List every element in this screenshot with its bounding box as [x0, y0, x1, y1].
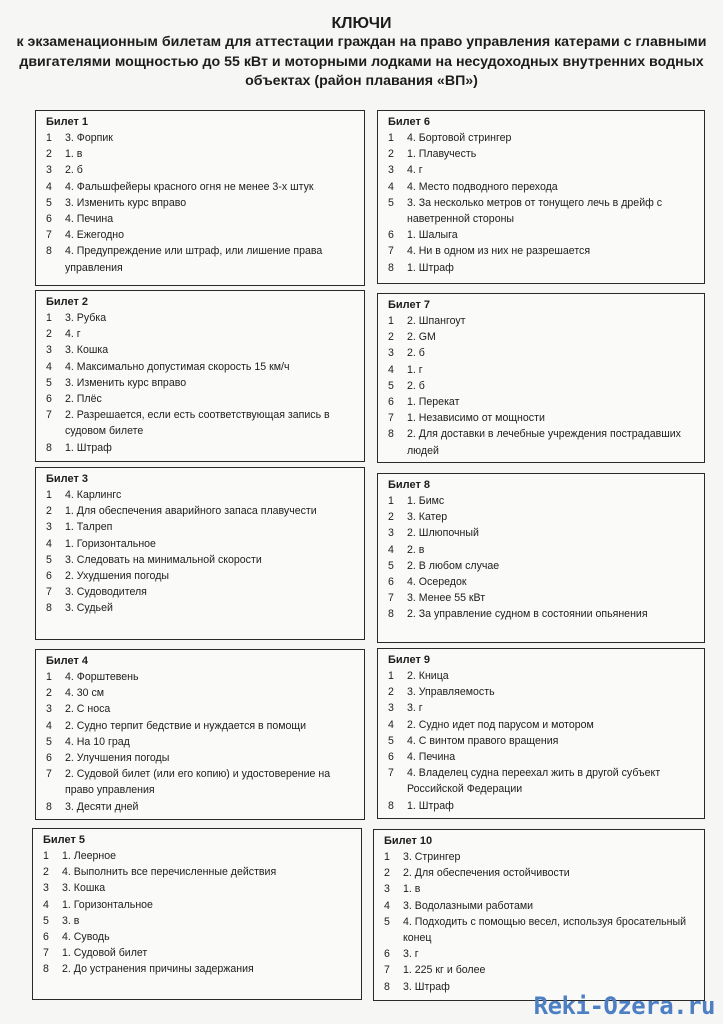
- answer-row: [388, 798, 696, 814]
- answer-row: [43, 913, 353, 929]
- answer-text: 3. Катер: [407, 511, 448, 524]
- answer-text: 2. Судно идет под парусом и мотором: [407, 718, 594, 731]
- question-number: 1: [46, 132, 52, 144]
- answer-row: [46, 519, 356, 535]
- answer-row: [388, 227, 696, 243]
- answer-text: 2. До устранения причины задержания: [62, 963, 254, 976]
- ticket-title: Билет 4: [46, 655, 89, 667]
- question-number: 2: [388, 331, 394, 344]
- question-number: 5: [388, 196, 394, 209]
- question-number: 1: [46, 671, 52, 683]
- answer-text: 1. в: [403, 883, 421, 896]
- answer-row: [46, 211, 356, 227]
- answer-row: [388, 195, 696, 227]
- answer-row: [46, 503, 356, 519]
- question-number: 3: [46, 164, 52, 177]
- question-number: 2: [46, 505, 52, 518]
- answer-text: 2. б: [407, 347, 425, 360]
- answer-row: [46, 440, 356, 456]
- question-number: 7: [388, 767, 394, 780]
- answer-text: 4. Предупреждение или штраф, или лишение права управления: [65, 245, 323, 274]
- answer-row: [46, 391, 356, 407]
- question-number: 5: [46, 376, 52, 389]
- answer-text: 2. С носа: [65, 703, 111, 716]
- question-number: 3: [388, 164, 394, 177]
- question-number: 5: [46, 196, 52, 209]
- question-number: 4: [384, 899, 390, 912]
- answer-row: [388, 243, 696, 259]
- ticket-card: [377, 110, 705, 284]
- answer-row: [388, 394, 696, 410]
- answer-text: 1. Независимо от мощности: [407, 412, 545, 425]
- answer-row: [388, 606, 696, 622]
- question-number: 8: [388, 261, 394, 274]
- question-number: 4: [388, 543, 394, 556]
- question-number: 8: [388, 608, 394, 621]
- answer-text: 1. 225 кг и более: [403, 964, 486, 977]
- answer-row: [46, 799, 356, 815]
- question-number: 5: [46, 553, 52, 566]
- answer-text: 2. в: [407, 543, 425, 556]
- answer-text: 4. Выполнить все перечисленные действия: [62, 866, 277, 879]
- question-number: 2: [46, 687, 52, 700]
- question-number: 8: [384, 980, 390, 993]
- question-number: 6: [46, 393, 52, 406]
- answer-row: [388, 525, 696, 541]
- answer-row: [46, 750, 356, 766]
- answer-text: 4. Карлингс: [65, 489, 122, 501]
- answer-text: 1. Перекат: [407, 396, 460, 409]
- question-number: 6: [46, 570, 52, 583]
- answer-row: [43, 848, 353, 864]
- answer-text: 3. Десяти дней: [65, 800, 139, 813]
- answer-text: 1. Для обеспечения аварийного запаса плавучести: [65, 505, 317, 518]
- answer-text: 3. Форпик: [65, 132, 113, 144]
- question-number: 2: [388, 686, 394, 699]
- answer-text: 4. Суводь: [62, 931, 110, 944]
- question-number: 7: [388, 412, 394, 425]
- question-number: 2: [388, 511, 394, 524]
- question-number: 7: [46, 229, 52, 242]
- question-number: 4: [43, 898, 49, 911]
- answer-text: 3. Рубка: [65, 312, 107, 324]
- answer-text: 1. Леерное: [62, 850, 117, 862]
- question-number: 2: [46, 328, 52, 341]
- ticket-card: [35, 467, 365, 640]
- answer-text: 4. г: [407, 164, 423, 177]
- answer-row: [43, 961, 353, 977]
- answer-row: [46, 310, 356, 326]
- answer-text: 1. в: [65, 148, 83, 161]
- question-number: 8: [46, 441, 52, 454]
- answer-row: [388, 574, 696, 590]
- answer-text: 3. Судьей: [65, 602, 113, 615]
- document-title: КЛЮЧИ: [331, 15, 392, 32]
- answer-text: 2. Судно терпит бедствие и нуждается в помощи: [65, 719, 307, 732]
- answer-row: [388, 179, 696, 195]
- answer-row: [388, 558, 696, 574]
- answer-row: [43, 897, 353, 913]
- answer-text: 2. б: [407, 379, 425, 392]
- question-number: 6: [43, 931, 49, 944]
- question-number: 3: [388, 702, 394, 715]
- answer-row: [46, 568, 356, 584]
- answer-row: [384, 962, 696, 978]
- answer-row: [46, 243, 356, 275]
- question-number: 2: [384, 867, 390, 880]
- question-number: 1: [388, 495, 394, 507]
- answer-text: 3. Управляемость: [407, 686, 495, 699]
- answer-text: 2. Шпангоут: [407, 315, 466, 327]
- question-number: 3: [384, 883, 390, 896]
- answer-text: 4. Подходить с помощью весел, используя бросательный конец: [403, 915, 687, 945]
- answer-row: [46, 701, 356, 717]
- document-header: [0, 0, 723, 92]
- watermark: Reki-Ozera.ru: [533, 992, 715, 1020]
- answer-row: [388, 765, 696, 797]
- question-number: 3: [46, 344, 52, 357]
- answer-row: [46, 146, 356, 162]
- question-number: 1: [388, 315, 394, 327]
- question-number: 5: [388, 559, 394, 572]
- answer-row: [384, 881, 696, 897]
- ticket-card: [377, 473, 705, 643]
- answer-row: [46, 600, 356, 616]
- ticket-card: [377, 648, 705, 819]
- answer-row: [46, 162, 356, 178]
- answer-text: 1. Горизонтальное: [62, 898, 153, 911]
- answer-row: [46, 536, 356, 552]
- answer-row: [46, 359, 356, 375]
- ticket-title: Билет 5: [43, 834, 86, 846]
- answer-text: 4. На 10 град: [65, 735, 130, 748]
- answer-text: 3. Изменить курс вправо: [65, 376, 187, 389]
- question-number: 4: [46, 719, 52, 732]
- answer-text: 3. Стрингер: [403, 851, 461, 863]
- answer-row: [43, 929, 353, 945]
- answer-text: 1. Штраф: [407, 799, 454, 812]
- question-number: 5: [46, 735, 52, 748]
- answer-text: 2. б: [65, 164, 83, 177]
- question-number: 4: [388, 363, 394, 376]
- question-number: 1: [43, 850, 49, 862]
- answer-text: 1. Штраф: [65, 441, 112, 454]
- ticket-card: [377, 293, 705, 463]
- answer-row: [388, 684, 696, 700]
- answer-text: 1. Судовой билет: [62, 947, 148, 960]
- answer-text: 4. 30 см: [65, 687, 105, 700]
- answer-row: [384, 865, 696, 881]
- question-number: 3: [46, 521, 52, 534]
- answer-row: [46, 407, 356, 439]
- question-number: 1: [384, 851, 390, 863]
- ticket-title: Билет 1: [46, 116, 89, 128]
- answer-text: 3. г: [407, 702, 423, 715]
- question-number: 2: [43, 866, 49, 879]
- answer-text: 3. За несколько метров от тонущего лечь в дрейф с наветренной стороны: [407, 196, 663, 226]
- ticket-title: Билет 10: [384, 835, 433, 847]
- answer-row: [46, 584, 356, 600]
- answer-row: [46, 342, 356, 358]
- answer-row: [46, 326, 356, 342]
- answer-text: 1. Талреп: [65, 521, 113, 534]
- answer-text: 1. г: [407, 363, 423, 376]
- question-number: 1: [388, 670, 394, 682]
- question-number: 7: [46, 768, 52, 781]
- ticket-card: [35, 649, 365, 820]
- answer-row: [388, 130, 696, 146]
- answer-text: 4. Печина: [407, 751, 456, 764]
- answer-row: [388, 426, 696, 458]
- answer-row: [384, 914, 696, 946]
- question-number: 1: [46, 489, 52, 501]
- answer-text: 3. Кошка: [65, 344, 109, 357]
- answer-row: [388, 146, 696, 162]
- answer-text: 4. С винтом правого вращения: [407, 734, 559, 747]
- answer-text: 1. Шалыга: [407, 229, 458, 242]
- question-number: 8: [388, 428, 394, 441]
- answer-row: [43, 880, 353, 896]
- answer-row: [46, 766, 356, 798]
- answer-row: [46, 685, 356, 701]
- question-number: 5: [384, 915, 390, 928]
- answer-text: 2. Для обеспечения остойчивости: [403, 867, 570, 880]
- question-number: 2: [46, 148, 52, 161]
- answer-row: [384, 898, 696, 914]
- question-number: 8: [46, 245, 52, 258]
- answer-row: [388, 410, 696, 426]
- ticket-card: [35, 110, 365, 286]
- answer-row: [388, 509, 696, 525]
- answer-text: 4. Место подводного перехода: [407, 180, 558, 193]
- answer-row: [388, 162, 696, 178]
- question-number: 3: [46, 703, 52, 716]
- question-number: 1: [388, 132, 394, 144]
- answer-row: [46, 487, 356, 503]
- answer-row: [43, 945, 353, 961]
- answer-row: [388, 542, 696, 558]
- answer-row: [384, 849, 696, 865]
- answer-text: 4. Фальшфейеры красного огня не менее 3-х штук: [65, 180, 314, 193]
- answer-row: [388, 329, 696, 345]
- answer-row: [388, 590, 696, 606]
- answer-text: 4. Максимально допустимая скорость 15 км/ч: [65, 360, 290, 373]
- answer-row: [384, 946, 696, 962]
- question-number: 7: [388, 592, 394, 605]
- answer-text: 3. в: [62, 914, 80, 927]
- answer-text: 3. Водолазными работами: [403, 899, 534, 912]
- answer-text: 3. Судоводителя: [65, 586, 147, 599]
- question-number: 5: [43, 914, 49, 927]
- question-number: 3: [388, 347, 394, 360]
- answer-text: 2. За управление судном в состоянии опьянения: [407, 608, 648, 621]
- answer-text: 1. Бимс: [407, 495, 445, 507]
- answer-text: 4. Печина: [65, 213, 114, 226]
- answer-text: 4. Форштевень: [65, 671, 139, 683]
- question-number: 4: [46, 180, 52, 193]
- answer-row: [388, 378, 696, 394]
- answer-row: [46, 375, 356, 391]
- question-number: 7: [46, 586, 52, 599]
- ticket-title: Билет 8: [388, 479, 431, 491]
- answer-text: 2. Шлюпочный: [407, 527, 479, 540]
- question-number: 6: [46, 752, 52, 765]
- answer-text: 4. Ни в одном из них не разрешается: [407, 245, 591, 258]
- answer-row: [388, 733, 696, 749]
- question-number: 7: [384, 964, 390, 977]
- question-number: 7: [43, 947, 49, 960]
- answer-text: 4. Ежегодно: [65, 229, 125, 242]
- answer-row: [388, 362, 696, 378]
- answer-text: 1. Штраф: [407, 261, 454, 274]
- answer-text: 2. Кница: [407, 670, 449, 682]
- question-number: 3: [388, 527, 394, 540]
- question-number: 4: [46, 360, 52, 373]
- answer-row: [46, 179, 356, 195]
- question-number: 8: [46, 800, 52, 813]
- ticket-card: [373, 829, 705, 1001]
- answer-row: [388, 700, 696, 716]
- question-number: 1: [46, 312, 52, 324]
- ticket-title: Билет 6: [388, 116, 431, 128]
- answer-text: 4. Бортовой стрингер: [407, 132, 512, 144]
- ticket-card: [35, 290, 365, 462]
- question-number: 6: [388, 229, 394, 242]
- question-number: 8: [43, 963, 49, 976]
- question-number: 2: [388, 148, 394, 161]
- answer-text: 2. Ухудшения погоды: [65, 570, 170, 583]
- answer-text: 2. Плёс: [65, 393, 102, 406]
- answer-row: [388, 668, 696, 684]
- question-number: 8: [46, 602, 52, 615]
- question-number: 8: [388, 799, 394, 812]
- question-number: 4: [388, 718, 394, 731]
- answer-text: 2. Улучшения погоды: [65, 752, 170, 765]
- answer-row: [46, 734, 356, 750]
- ticket-title: Билет 7: [388, 299, 431, 311]
- answer-row: [388, 313, 696, 329]
- question-number: 4: [46, 537, 52, 550]
- answer-row: [46, 718, 356, 734]
- question-number: 5: [388, 734, 394, 747]
- answer-text: 2. Для доставки в лечебные учреждения пострадавших людей: [407, 428, 681, 457]
- question-number: 5: [388, 379, 394, 392]
- question-number: 4: [388, 180, 394, 193]
- answer-row: [43, 864, 353, 880]
- answer-row: [388, 260, 696, 276]
- answer-row: [388, 749, 696, 765]
- answer-text: 3. г: [403, 948, 419, 961]
- question-number: 6: [388, 576, 394, 589]
- answer-text: 3. Кошка: [62, 882, 106, 895]
- answer-row: [46, 552, 356, 568]
- answer-text: 2. В любом случае: [407, 559, 500, 572]
- question-number: 3: [43, 882, 49, 895]
- question-number: 6: [388, 396, 394, 409]
- question-number: 6: [388, 751, 394, 764]
- answer-row: [46, 195, 356, 211]
- answer-row: [46, 227, 356, 243]
- answer-row: [388, 493, 696, 509]
- answer-text: 1. Горизонтальное: [65, 537, 156, 550]
- answer-text: 2. GM: [407, 331, 436, 344]
- answer-text: 3. Менее 55 кВт: [407, 592, 486, 605]
- answer-text: 3. Следовать на минимальной скорости: [65, 553, 262, 566]
- answer-row: [388, 717, 696, 733]
- answer-text: 4. Осередок: [407, 576, 467, 589]
- question-number: 7: [46, 409, 52, 422]
- ticket-title: Билет 9: [388, 654, 431, 666]
- answer-text: 3. Штраф: [403, 980, 450, 993]
- answer-text: 2. Разрешается, если есть соответствующая запись в судовом билете: [65, 409, 330, 438]
- answer-text: 3. Изменить курс вправо: [65, 196, 187, 209]
- ticket-card: [32, 828, 362, 1000]
- answer-text: 1. Плавучесть: [407, 148, 477, 161]
- ticket-title: Билет 3: [46, 473, 89, 485]
- document-subtitle: к экзаменационным билетам для аттестации граждан на право управления катерами с главными двигателями мощностью до 55 кВт и моторными лодками на несудоходных внутренних водных объектах (район плавания «ВП»): [16, 34, 707, 90]
- answer-row: [46, 130, 356, 146]
- answer-row: [388, 345, 696, 361]
- answer-text: 2. Судовой билет (или его копию) и удостоверение на право управления: [65, 768, 331, 797]
- answer-text: 4. Владелец судна переехал жить в другой субъект Российской Федерации: [407, 767, 661, 796]
- question-number: 6: [46, 213, 52, 226]
- answer-row: [46, 669, 356, 685]
- question-number: 6: [384, 948, 390, 961]
- ticket-title: Билет 2: [46, 296, 89, 308]
- question-number: 7: [388, 245, 394, 258]
- answer-text: 4. г: [65, 328, 81, 341]
